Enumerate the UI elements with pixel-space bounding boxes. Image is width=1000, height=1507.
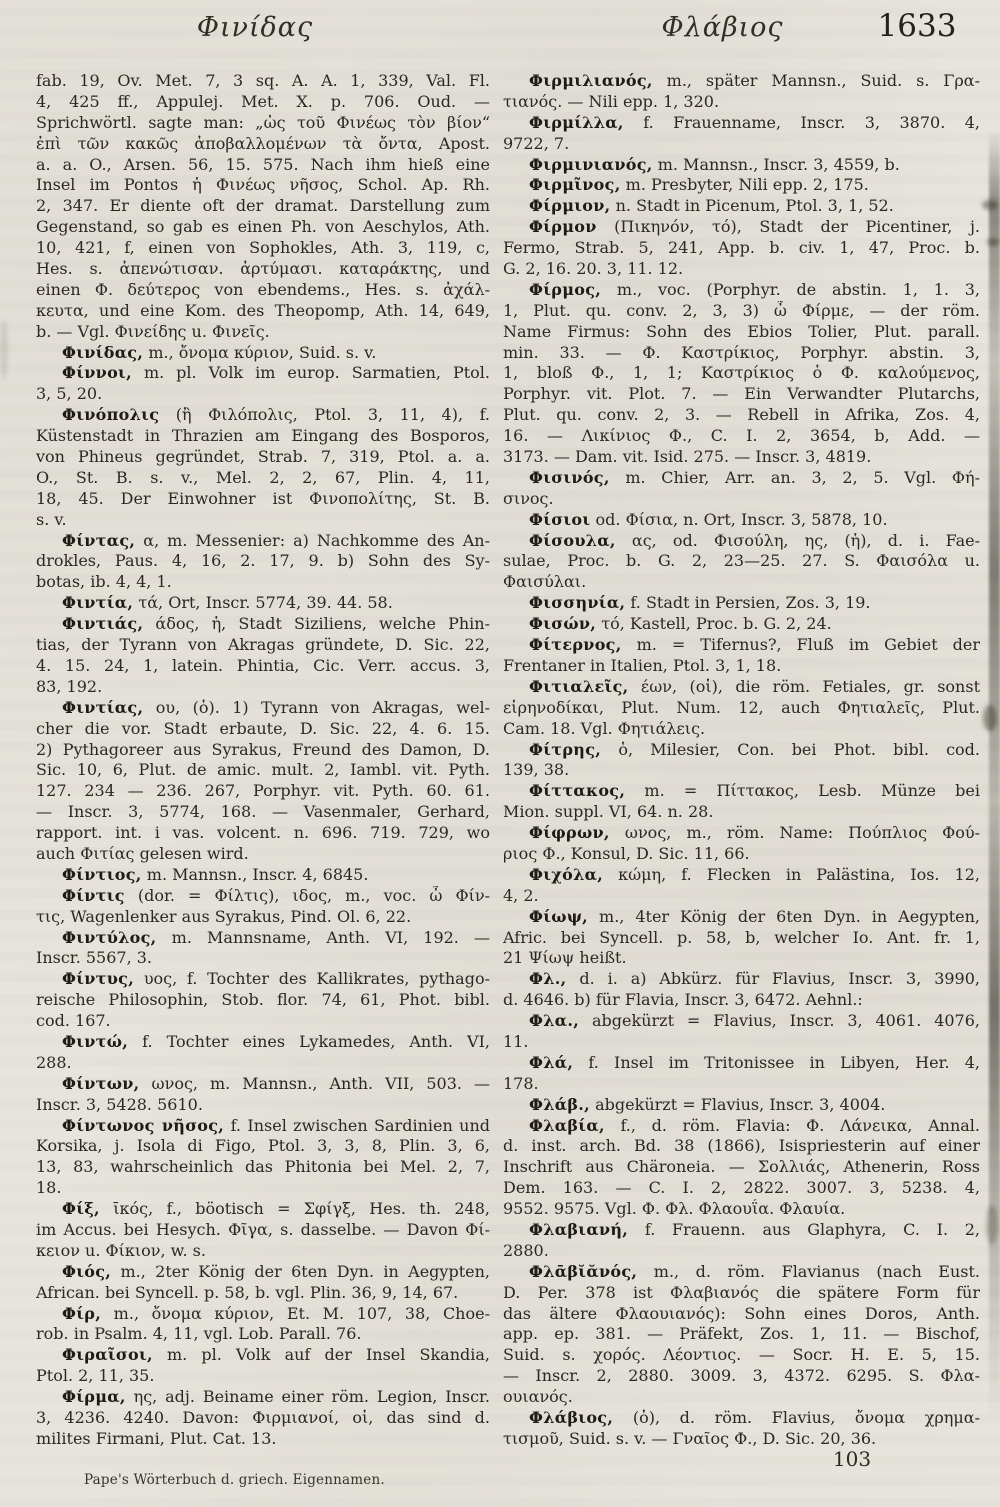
text-line: auch Φιτίας gelesen wird.	[36, 843, 249, 863]
text-line: Name Firmus: Sohn des Ebios Tolier, Plut. parall.	[503, 321, 980, 341]
text-line: ριος Φ., Konsul, D. Sic. 11, 66.	[503, 843, 750, 863]
left-column	[36, 71, 490, 1450]
entry-headword: Φίσουλα,	[529, 530, 616, 550]
text-line: 18.	[36, 1178, 62, 1198]
entry-line: Φίττακος, m. = Πίττακος, Lesb. Münze bei	[529, 781, 980, 801]
text-line: 9722, 7.	[503, 133, 570, 153]
entry-line: Φίννοι, m. pl. Volk im europ. Sarmatien, Ptol.	[62, 363, 490, 383]
text-line: Sprichwörtl. sagte man: „ὡς τοῦ Φινέως τὸν βίον“	[36, 112, 490, 132]
entry-line: Φιός, m., 2ter König der 6ten Dyn. in Aegypten,	[62, 1261, 490, 1281]
entry-line: Φιντιάς, άδος, ἡ, Stadt Siziliens, welche Phin-	[62, 614, 490, 634]
entry-headword: Φίρμα,	[62, 1387, 126, 1407]
text-line: Korsika, j. Isola di Figo, Ptol. 3, 3, 8, Plin. 3, 6,	[36, 1136, 490, 1156]
text-line: κευτα, und eine Kom. des Theopomp, Ath. 14, 649,	[36, 300, 490, 320]
text-line: Inscr. 5567, 3.	[36, 948, 153, 968]
entry-line: Φιρμιλιανός, m., später Mannsn., Suid. s. Γρα-	[529, 71, 980, 90]
text-line: im Accus. bei Hesych. Φῖγα, s. dasselbe. — Davon Φί-	[36, 1219, 490, 1239]
entry-line: Φίντυς, υος, f. Tochter des Kallikrates, pythago-	[62, 969, 490, 989]
entry-headword: Φίντωνος νῆσος,	[62, 1115, 225, 1135]
text-line: 3, 4236. 4240. Davon: Φιρμιανοί, οἱ, das sind d.	[36, 1408, 490, 1427]
entry-line: Φίφρων, ωνος, m., röm. Name: Πούπλιος Φού-	[529, 823, 980, 843]
text-line: σινος.	[503, 488, 554, 508]
entry-headword: Φίρμον	[529, 217, 597, 237]
entry-line: Φίξ, ῑκός, f., böotisch = Σφίγξ, Hes. th. 248,	[62, 1199, 490, 1219]
text-line: O., St. B. s. v., Mel. 2, 2, 67, Plin. 4, 11,	[36, 467, 490, 487]
entry-line: Φίρμα, ης, adj. Beiname einer röm. Legion, Inscr.	[62, 1387, 490, 1407]
text-line: min. 33. — Φ. Καστρίκιος, Porphyr. abstin. 3,	[503, 342, 980, 362]
text-line: 3, 5, 20.	[36, 384, 103, 404]
text-line: 11.	[503, 1031, 529, 1051]
entry-line: Φιντώ, f. Tochter eines Lykamedes, Anth. VI,	[62, 1031, 490, 1051]
text-line: Afric. bei Syncell. p. 58, b, welcher Io. Ant. fr. 1,	[503, 927, 980, 947]
entry-line: Φινόπολις (ἢ Φιλόπολις, Ptol. 3, 11, 4), f.	[62, 405, 490, 425]
text-line: ουιανός.	[503, 1387, 573, 1407]
text-line: 2, 347. Er diente oft der dramat. Darstellung zum	[36, 196, 490, 216]
entry-headword: Φιτιαλεῖς,	[529, 676, 629, 696]
entry-line: Φιχόλα, κώμη, f. Flecken in Palästina, Ios. 12,	[529, 864, 980, 884]
entry-headword: Φλαβιανή,	[529, 1219, 629, 1239]
text-line: ἐπὶ τῶν κακῶς ἀποβαλλομένων τὰ ὄντα, Apost.	[36, 133, 490, 153]
text-line: einen Φ. δεύτερος von ebendems., Hes. s. ἀχάλ-	[36, 279, 490, 299]
entry-headword: Φλαβία,	[529, 1115, 605, 1135]
entry-headword: Φλ.,	[529, 969, 567, 989]
entry-line: Φλαβιανή, f. Frauenn. aus Glaphyra, C. I. 2,	[529, 1219, 980, 1239]
text-line: εἰρηνοδίκαι, Plut. Num. 12, auch Φητιαλεῖς, Plut.	[503, 697, 980, 717]
entry-line: Φίντιος, m. Mannsn., Inscr. 4, 6845.	[62, 864, 369, 884]
entry-line: Φισινός, m. Chier, Arr. an. 3, 2, 5. Vgl. Φή-	[529, 467, 980, 487]
entry-line: Φλ., d. i. a) Abkürz. für Flavius, Inscr. 3, 3990,	[529, 969, 980, 989]
entry-line: Φίντας, α, m. Messenier: a) Nachkomme des An-	[62, 530, 490, 550]
scan-artifact	[0, 320, 8, 380]
text-line: sulae, Proc. b. G. 2, 23—25. 27. S. Φαισόλα u.	[503, 551, 980, 571]
text-line: b. — Vgl. Φινείδης u. Φινεῖς.	[36, 321, 270, 341]
text-line: von Phineus gegründet, Strab. 7, 319, Ptol. a. a.	[36, 447, 490, 467]
entry-line: Φλάβιος, (ὁ), d. röm. Flavius, ὄνομα χρημα-	[529, 1408, 980, 1427]
text-line: τιανός. — Nili epp. 1, 320.	[503, 91, 720, 111]
text-line: 139, 38.	[503, 760, 570, 780]
text-line: Fermo, Strab. 5, 241, App. b. civ. 1, 47, Proc. b.	[503, 238, 980, 258]
text-line: Φαισύλαι.	[503, 572, 587, 592]
text-line: African. bei Syncell. p. 58, b. vgl. Plin. 36, 9, 14, 67.	[36, 1282, 459, 1302]
entry-line: Φίτρης, ὁ, Milesier, Con. bei Phot. bibl. cod.	[529, 739, 980, 759]
text-line: 10, 421, f, einen von Sophokles, Ath. 3, 119, c,	[36, 238, 490, 258]
text-line: — Inscr. 3, 5774, 168. — Vasenmaler, Gerhard,	[36, 802, 490, 822]
text-line: 21 Ψίωψ heißt.	[503, 948, 627, 968]
text-line: Cam. 18. Vgl. Φητιάλεις.	[503, 718, 706, 738]
entry-headword: Φινόπολις	[62, 405, 160, 425]
page-number: 1633	[877, 8, 957, 44]
entry-headword: Φίντας,	[62, 530, 136, 550]
entry-headword: Φίτρης,	[529, 739, 602, 759]
text-line: Dem. 163. — C. I. 2, 2822. 3007. 3, 5238. 4,	[503, 1178, 980, 1198]
entry-line: Φιτιαλεῖς, έων, (οἱ), die röm. Fetiales, gr. sonst	[529, 676, 980, 696]
signature-mark: 103	[832, 1447, 872, 1471]
text-line: 1, Plut. qu. conv. 2, 3, 3) ὦ Φίρμε, — der röm.	[503, 300, 980, 320]
text-line: Gegenstand, so gab es einen Ph. von Aeschylos, Ath.	[36, 217, 490, 237]
entry-line: Φισών, τό, Kastell, Proc. b. G. 2, 24.	[529, 614, 832, 634]
entry-headword: Φιραῖσοι,	[62, 1345, 153, 1365]
text-line: 9552. 9575. Vgl. Φ. Φλ. Φλαουΐα. Φλαυία.	[503, 1199, 846, 1219]
text-line: κειον u. Φίκιον, w. s.	[36, 1240, 206, 1260]
scan-artifact	[986, 1205, 998, 1245]
right-column	[503, 71, 980, 1450]
entry-line: Φλᾱβῐᾰνός, m., d. röm. Flavianus (nach Eust.	[529, 1261, 980, 1281]
entry-headword: Φίντων,	[62, 1073, 140, 1093]
text-line: milites Firmani, Plut. Cat. 13.	[36, 1428, 277, 1448]
text-line: 13, 83, wahrscheinlich das Phitonia bei Mel. 2, 7,	[36, 1157, 490, 1177]
entry-line: Φλά, f. Insel im Tritonissee in Libyen, Her. 4,	[529, 1052, 980, 1072]
entry-line: Φιντύλος, m. Mannsname, Anth. VI, 192. —	[62, 927, 490, 947]
text-line: 4, 425 ff., Appulej. Met. X. p. 706. Oud. —	[36, 91, 490, 111]
entry-headword: Φίρμιον,	[529, 196, 611, 216]
text-line: reische Philosophin, Stob. flor. 74, 61, Phot. bibl.	[36, 990, 490, 1010]
entry-headword: Φιντύλος,	[62, 927, 157, 947]
text-line: d. 4646. b) für Flavia, Inscr. 3, 6472. Aehnl.:	[503, 990, 863, 1010]
entry-line: Φιραῖσοι, m. pl. Volk auf der Insel Skandia,	[62, 1345, 490, 1365]
text-line: 4. 15. 24, 1, latein. Phintia, Cic. Verr. accus. 3,	[36, 655, 490, 675]
text-line: Küstenstadt in Thrazien am Eingang des Bosporos,	[36, 426, 490, 446]
entry-headword: Φίσιοι	[529, 509, 591, 529]
text-line: 2) Pythagoreer aus Syrakus, Freund des Damon, D.	[36, 739, 490, 759]
entry-headword: Φιντία,	[62, 593, 134, 613]
text-line: cod. 167.	[36, 1011, 111, 1031]
entry-line: Φιρμίλλα, f. Frauenname, Inscr. 3, 3870. 4,	[529, 112, 980, 132]
entry-headword: Φιρμιλιανός,	[529, 71, 653, 90]
text-line: das ältere Φλαουιανός): Sohn eines Doros, Anth.	[503, 1303, 980, 1323]
text-line: botas, ib. 4, 4, 1.	[36, 572, 172, 592]
text-line: Sic. 10, 6, Plut. de amic. mult. 2, Iambl. vit. Pyth.	[36, 760, 490, 780]
entry-line: Φλα., abgekürzt = Flavius, Inscr. 3, 4061. 4076,	[529, 1011, 980, 1031]
text-line: Hes. s. ἀπενώτισαν. ἀρτύμασι. καταράκτης, und	[36, 259, 490, 279]
entry-line: Φιντία, τά, Ort, Inscr. 5774, 39. 44. 58.	[62, 593, 393, 613]
text-line: fab. 19, Ov. Met. 7, 3 sq. A. A. 1, 339, Val. Fl.	[36, 71, 490, 90]
entry-headword: Φίφρων,	[529, 823, 610, 843]
text-line: 4, 2.	[503, 885, 539, 905]
text-line: 288.	[36, 1052, 72, 1072]
text-line: rapport. int. i vas. volcent. n. 696. 719. 729, wo	[36, 823, 490, 843]
text-line: τις, Wagenlenker aus Syrakus, Pind. Ol. 6, 22.	[36, 906, 412, 926]
entry-line: Φίρ, m., ὄνομα κύριον, Et. M. 107, 38, Choe-	[62, 1303, 490, 1323]
entry-headword: Φιντώ,	[62, 1031, 129, 1051]
entry-line: Φίρμον (Πικηνόν, τό), Stadt der Picentiner, j.	[529, 217, 980, 237]
text-line: s. v.	[36, 509, 67, 529]
entry-line: Φισσηνία, f. Stadt in Persien, Zos. 3, 19.	[529, 593, 871, 613]
text-line: Ptol. 2, 11, 35.	[36, 1366, 155, 1386]
entry-line: Φίρμιον, n. Stadt in Picenum, Ptol. 3, 1, 52.	[529, 196, 894, 216]
entry-headword: Φίντις	[62, 885, 125, 905]
entry-headword: Φισσηνία,	[529, 593, 626, 613]
text-line: 178.	[503, 1073, 539, 1093]
text-line: Inschrift aus Chäroneia. — Σολλιάς, Athenerin, Ross	[503, 1157, 980, 1177]
entry-headword: Φίννοι,	[62, 363, 132, 383]
entry-headword: Φισινός,	[529, 467, 610, 487]
text-line: d. inst. arch. Bd. 38 (1866), Isispriesterin auf einer	[503, 1136, 980, 1156]
entry-line: Φίρμος, m., voc. (Porphyr. de abstin. 1, 1. 3,	[529, 279, 980, 299]
text-line: Mion. suppl. VI, 64. n. 28.	[503, 802, 714, 822]
entry-headword: Φλάβιος,	[529, 1408, 614, 1427]
text-line: app. ep. 381. — Präfekt, Zos. 1, 11. — Bischof,	[503, 1324, 980, 1344]
text-line: 83, 192.	[36, 676, 103, 696]
entry-headword: Φλᾱβῐᾰνός,	[529, 1261, 638, 1281]
entry-headword: Φλάβ.,	[529, 1094, 591, 1114]
entry-line: Φίντωνος νῆσος, f. Insel zwischen Sardinien und	[62, 1115, 490, 1135]
text-line: Insel im Pontos ἡ Φινέως νῆσος, Schol. Ap. Rh.	[36, 175, 490, 195]
entry-line: Φλάβ., abgekürzt = Flavius, Inscr. 3, 4004.	[529, 1094, 886, 1114]
text-line: 1, bloß Φ., 1, 1; Καστρίκιος ὁ Φ. καλούμενος,	[503, 363, 980, 383]
entry-headword: Φίντιος,	[62, 864, 142, 884]
entry-headword: Φιρμίλλα,	[529, 112, 624, 132]
scan-artifact	[983, 705, 997, 731]
entry-headword: Φίτερνος,	[529, 635, 622, 655]
entry-headword: Φιχόλα,	[529, 864, 604, 884]
entry-headword: Φίρμος,	[529, 279, 602, 299]
text-line: 127. 234 — 236. 267, Porphyr. vit. Pyth. 60. 61.	[36, 781, 490, 801]
running-head-right: Φλάβιος	[661, 12, 784, 43]
text-line: cher die vor. Stadt erbaute, D. Sic. 22, 4. 6. 15.	[36, 718, 490, 738]
text-line: 18, 45. Der Einwohner ist Φινοπολίτης, St. B.	[36, 488, 490, 508]
scan-artifact	[987, 238, 999, 246]
entry-headword: Φλά,	[529, 1052, 574, 1072]
entry-headword: Φίντυς,	[62, 969, 135, 989]
text-line: 2880.	[503, 1240, 549, 1260]
entry-headword: Φίξ,	[62, 1199, 100, 1219]
text-line: G. 2, 16. 20. 3, 11. 12.	[503, 259, 684, 279]
entry-headword: Φιρμινιανός,	[529, 154, 653, 174]
entry-line: Φίωψ, m., 4ter König der 6ten Dyn. in Aegypten,	[529, 906, 980, 926]
entry-headword: Φιρμῖνος,	[529, 175, 621, 195]
running-head-left: Φινίδας	[196, 12, 314, 43]
entry-line: Φλαβία, f., d. röm. Flavia: Φ. Λάνεικα, Annal.	[529, 1115, 980, 1135]
text-line: D. Per. 378 ist Φλαβιανός die spätere Form für	[503, 1282, 980, 1302]
entry-headword: Φλα.,	[529, 1011, 580, 1031]
entry-headword: Φιός,	[62, 1261, 112, 1281]
text-line: Suid. s. χορός. Λέοντιος. — Socr. H. E. 5, 15.	[503, 1345, 980, 1365]
entry-line: Φιντίας, ου, (ὁ). 1) Tyrann von Akragas, wel-	[62, 697, 490, 717]
text-line: τισμοῦ, Suid. s. v. — Γναῖος Φ., D. Sic. 20, 36.	[503, 1428, 877, 1448]
entry-line: Φίτερνος, m. = Tifernus?, Fluß im Gebiet der	[529, 635, 980, 655]
entry-line: Φιρμινιανός, m. Mannsn., Inscr. 3, 4559, b.	[529, 154, 900, 174]
entry-headword: Φισών,	[529, 614, 597, 634]
entry-headword: Φινίδας,	[62, 342, 144, 362]
entry-headword: Φίρ,	[62, 1303, 102, 1323]
text-line: a. a. O., Arsen. 56, 15. 575. Nach ihm hieß eine	[36, 154, 490, 174]
entry-line: Φίσουλα, ας, od. Φισούλη, ης, (ἡ), d. i. Fae-	[529, 530, 980, 550]
text-line: 16. — Λικίνιος Φ., C. I. 2, 3654, b, Add. —	[503, 426, 980, 446]
text-line: tias, der Tyrann von Akragas gründete, D. Sic. 22,	[36, 635, 490, 655]
text-line: rob. in Psalm. 4, 11, vgl. Lob. Parall. 76.	[36, 1324, 362, 1344]
footer-imprint: Pape's Wörterbuch d. griech. Eigennamen.	[84, 1472, 385, 1488]
entry-headword: Φιντίας,	[62, 697, 144, 717]
entry-line: Φίντων, ωνος, m. Mannsn., Anth. VII, 503. —	[62, 1073, 490, 1093]
entry-line: Φιρμῖνος, m. Presbyter, Nili epp. 2, 175.	[529, 175, 869, 195]
scan-artifact	[982, 200, 998, 210]
entry-headword: Φίττακος,	[529, 781, 626, 801]
text-line: Frentaner in Italien, Ptol. 3, 1, 18.	[503, 655, 782, 675]
text-line: drokles, Paus. 4, 16, 2. 17, 9. b) Sohn des Sy-	[36, 551, 490, 571]
text-line: 3173. — Dam. vit. Isid. 275. — Inscr. 3, 4819.	[503, 447, 872, 467]
text-line: Plut. qu. conv. 2, 3. — Rebell in Afrika, Zos. 4,	[503, 405, 980, 425]
entry-headword: Φιντιάς,	[62, 614, 144, 634]
entry-line: Φίσιοι od. Φίσια, n. Ort, Inscr. 3, 5878, 10.	[529, 509, 888, 529]
text-line: — Inscr. 2, 2880. 3009. 3, 4372. 6295. S. Φλα-	[503, 1366, 980, 1386]
entry-line: Φινίδας, m., ὄνομα κύριον, Suid. s. v.	[62, 342, 377, 362]
entry-line: Φίντις (dor. = Φίλτις), ιδος, m., voc. ὦ Φίν-	[62, 885, 490, 905]
entry-headword: Φίωψ,	[529, 906, 589, 926]
text-line: Porphyr. vit. Plot. 7. — Ein Verwandter Plutarchs,	[503, 384, 980, 404]
text-line: Inscr. 3, 5428. 5610.	[36, 1094, 203, 1114]
